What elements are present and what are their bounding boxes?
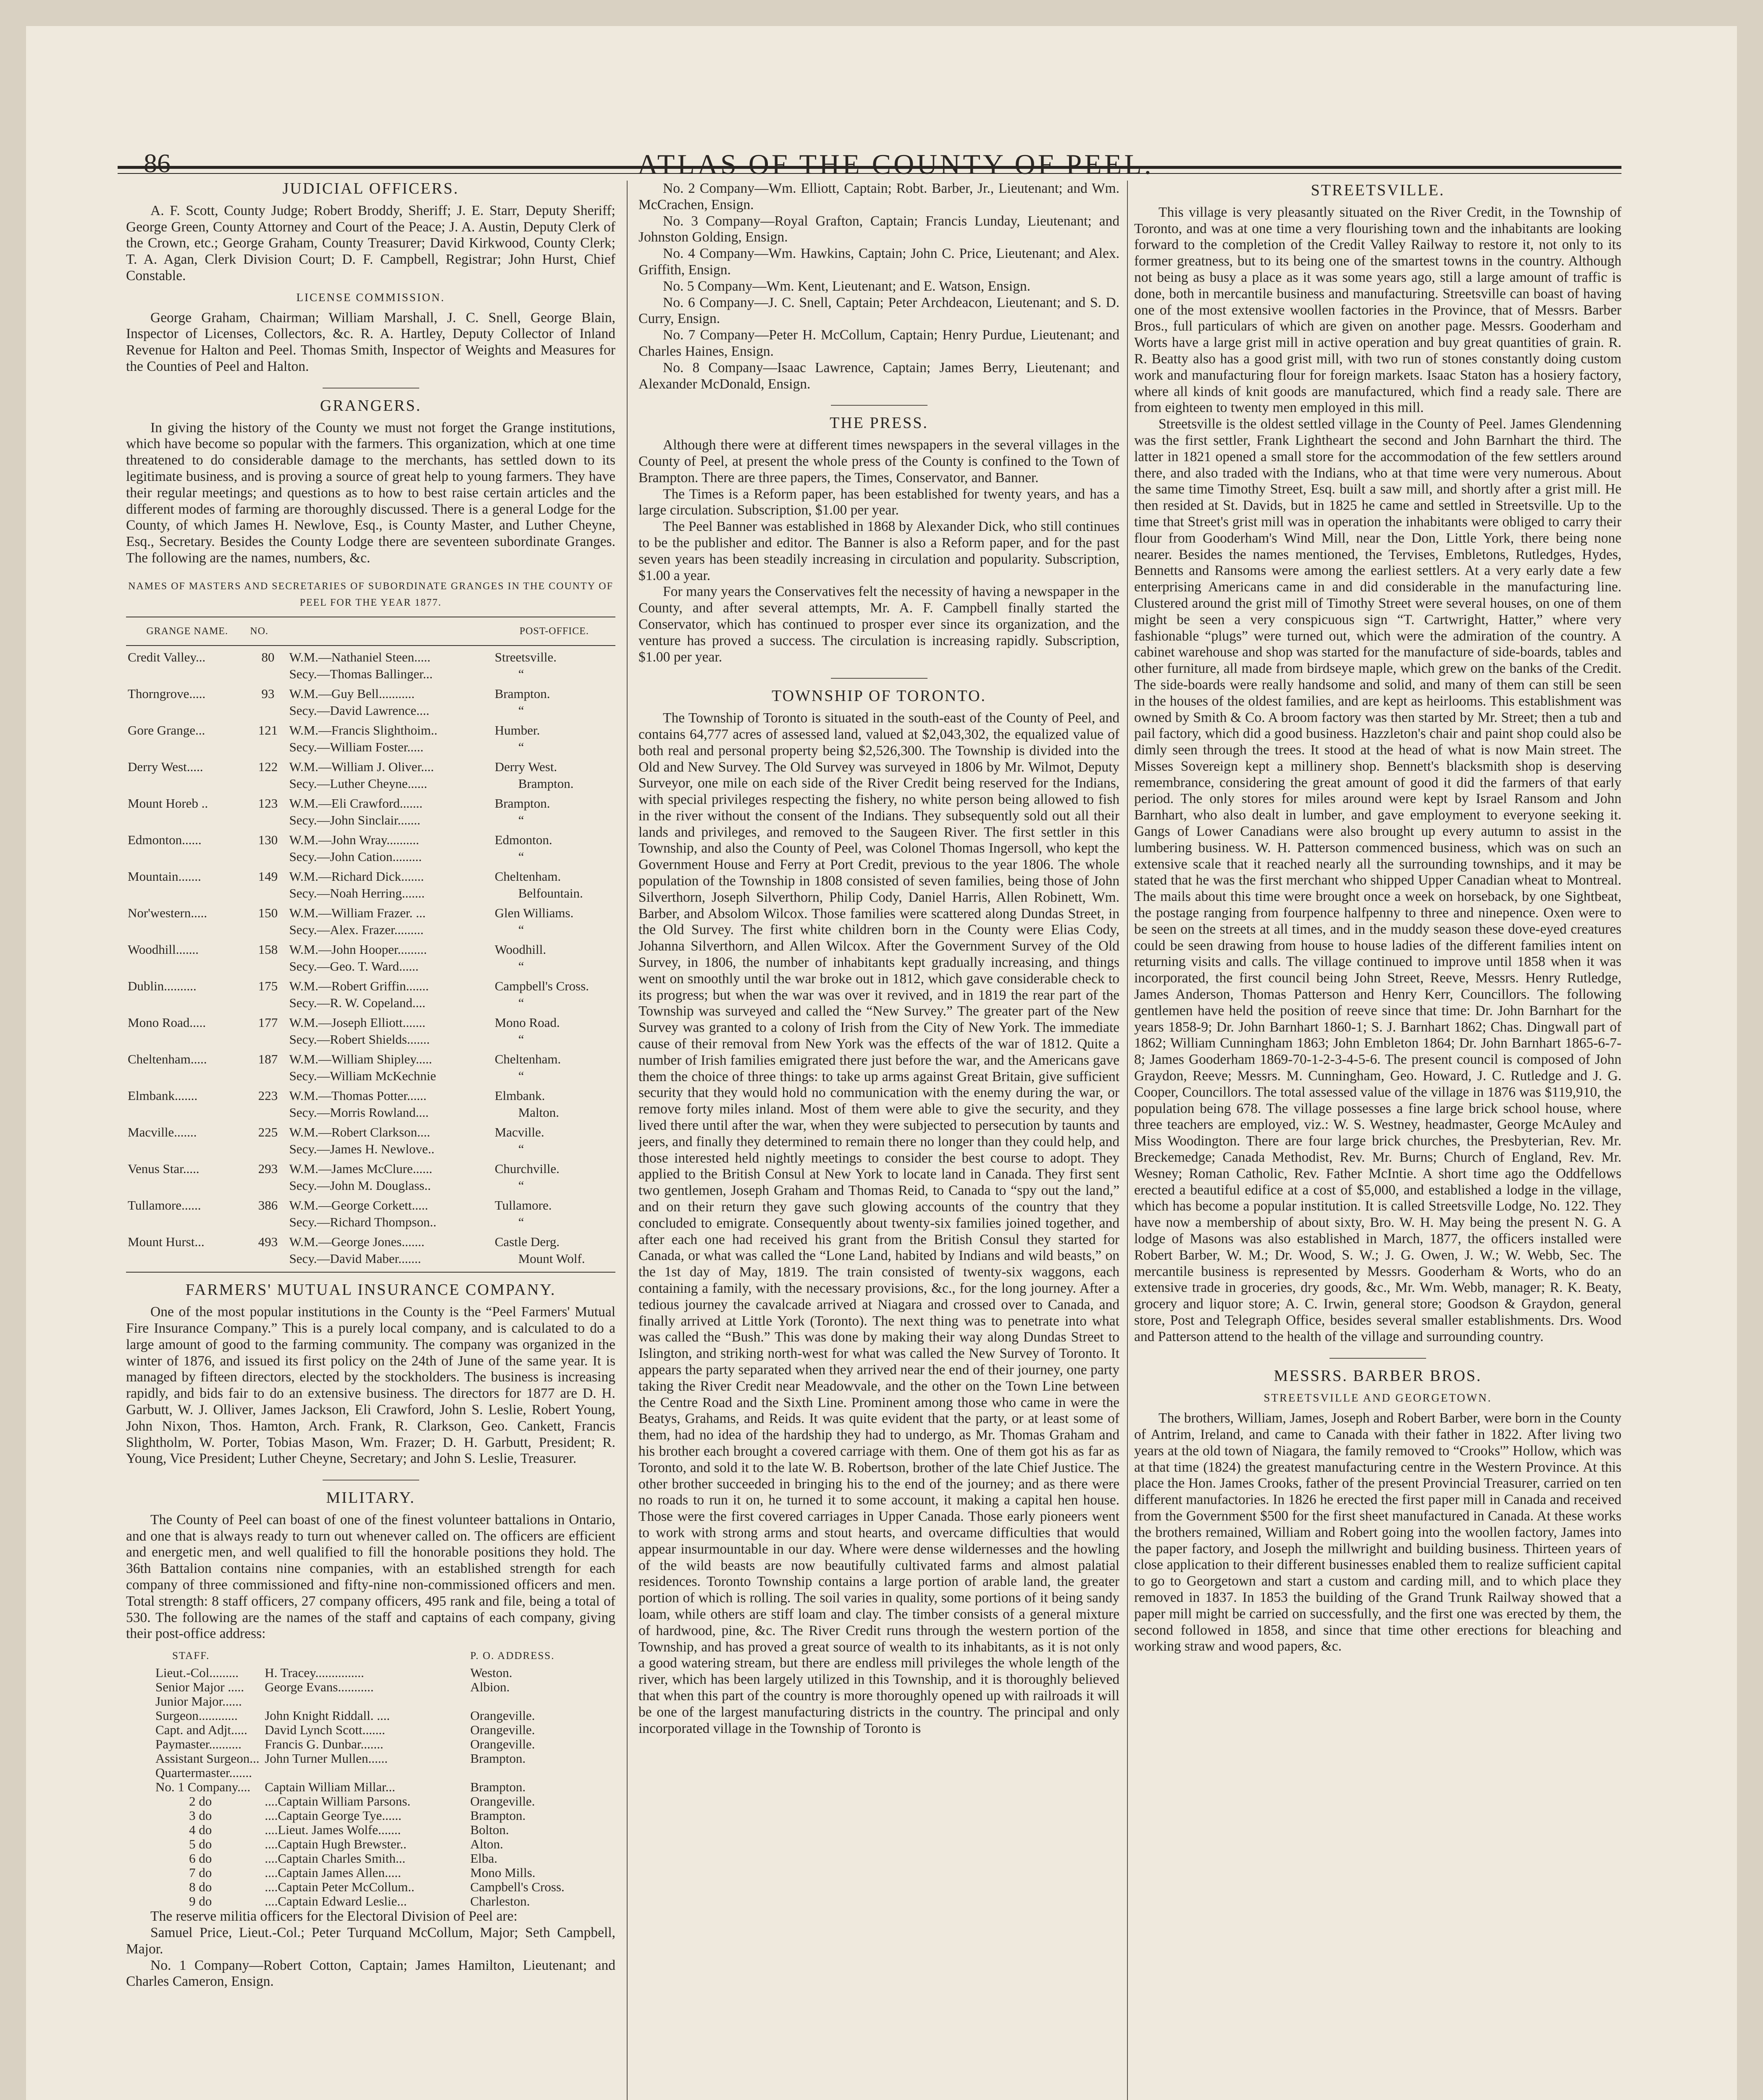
table-row	[126, 938, 615, 958]
granges-table-body	[126, 646, 615, 1272]
grange-name: Dublin..........	[128, 979, 197, 994]
grange-number: 121	[258, 723, 278, 738]
post-office: Brampton.	[470, 1808, 526, 1823]
subheading-license: LICENSE COMMISSION.	[296, 291, 445, 304]
section-rule	[1329, 1358, 1426, 1359]
staff-role: Quartermaster.......	[155, 1765, 252, 1780]
staff-role: 2 do	[189, 1794, 212, 1809]
grange-master: W.M.—James McClure......	[289, 1161, 433, 1176]
staff-name: John Turner Mullen......	[265, 1751, 388, 1766]
section-heading-grangers: GRANGERS.	[320, 396, 422, 415]
paragraph: The brothers, William, James, Joseph and Robert Barber, were born in the County of Antrim, Ireland, and came to Canada with their father in 1822. After living two years at the old town of Niagara, the family removed to “Crooks'” Hollow, which was at that time (1824) the greatest manufacturing centre in the Western Province. At this place the Hon. James Crooks, father of the present Provincial Treasurer, carried on ten different manufactories. In 1826 he erected the first paper mill in Canada and received from the Government $500 for the first sheet manufactured in Canada. At these works the brothers remained, William and Robert going into the woollen factory, James into the paper factory, and Joseph the millwright and building business. Thirteen years of close application to their different businesses enabled them to realize sufficient capital to go to Georgetown and start a custom and carding mill, and to which place they removed in 1837. In 1853 the building of the Grand Trunk Railway showed that a paper mill might be carried on successfully, and the first one was erected by them, the second followed in 1858, and since that time other erections for bleaching and working straw and wood papers, &c.	[1134, 1410, 1621, 1654]
staff-table	[126, 1645, 615, 1908]
table-row	[126, 885, 615, 902]
company-paragraph: No. 7 Company—Peter H. McCollum, Captain; Henry Purdue, Lieutenant; and Charles Haines, Ensign.	[638, 327, 1119, 359]
section-heading-military: MILITARY.	[326, 1489, 415, 1507]
paragraph: The reserve militia officers for the Electoral Division of Peel are:	[150, 1908, 518, 1924]
post-office: Orangeville.	[470, 1708, 535, 1723]
table-caption: NAMES OF MASTERS AND SECRETARIES OF SUBORDINATE GRANGES IN THE COUNTY OF PEEL FOR THE YEAR 1877.	[128, 580, 613, 608]
post-office: Orangeville.	[470, 1794, 535, 1809]
post-office: “	[518, 1068, 524, 1084]
staff-name: ....Captain Charles Smith...	[265, 1851, 406, 1866]
paragraph: The County of Peel can boast of one of the finest volunteer battalions in Ontario, and one that is always ready to turn out whenever called on. The officers are efficient and energetic men, and well qualified to fill the honorable positions they hold. The 36th Battalion contains nine companies, with an established strength for each company of three commissioned and fifty-nine non-commissioned officers and men. Total strength: 8 staff officers, 27 company officers, 495 rank and file, being a total of 530. The following are the names of the staff and captains of each company, giving their post-office address:	[126, 1512, 615, 1642]
grange-number: 493	[258, 1234, 278, 1250]
grange-number: 175	[258, 979, 278, 994]
post-office: Mono Mills.	[470, 1865, 536, 1880]
grange-number: 293	[258, 1161, 278, 1176]
table-row	[126, 1694, 615, 1709]
post-office: Churchville.	[494, 1161, 560, 1176]
post-office: Macville.	[494, 1125, 544, 1140]
staff-role: 3 do	[189, 1808, 212, 1823]
paragraph: The Township of Toronto is situated in the south-east of the County of Peel, and contains 64,777 acres of assessed land, valued at $2,043,302, the equalized value of both real and personal property being $2,526,300. The Township is divided into the Old and New Survey. The Old Survey was surveyed in 1806 by Mr. Wilmot, Deputy Surveyor, one mile on each side of the River Credit being reserved for the Indians, with special privileges respecting the fishery, no white person being allowed to fish in the river without the consent of the Indians. They subsequently sold out all their lands and privileges, and removed to the Saugeen River. The first settler in this Township, and also the County of Peel, was Colonel Thomas Ingersoll, who kept the Government House and Ferry at Port Credit, previous to the year 1806. The whole population of the Township in 1808 consisted of seven families, being those of John Silverthorn, Joseph Silverthorn, Philip Cody, Daniel Harris, Allen Robinett, Wm. Barber, and Absolom Wilcox. Those families were scattered along Dundas Street, in the Old Survey. The first white children born in the County were Elias Cody, Johanna Silverthorn, and Allen Wilcox. After the Government Survey of the Old Survey, in 1806, the number of inhabitants kept gradually increasing, and things went on smoothly until the war broke out in 1812, which gave considerable check to its progress; but when the war was over it revived, and in 1819 the rear part of the Township was surveyed and called the “New Survey.” The greater part of the New Survey was granted to a colony of Irish from the City of New York. The immediate cause of their removal from New York was the effects of the war of 1812. Quite a number of Irish families emigrated there just before the war, and the Americans gave them the choice of three things: to take up arms against Great Britain, give sufficient security that they would hold no communication with the enemy during the war, or remove forty miles inland. Most of them were able to give the security, and they lived there until after the war, when they were subjected to persecution by taunts and jeers, and finally they determined to remain there no longer than they could help, and those interested held nightly meetings to consider the best course to adopt. They applied to the British Consul at New York to locate land in Canada. They first sent two gentlemen, Joseph Graham and Thomas Reid, to Canada to “spy out the land,” and on their return they gave such glowing accounts of the country that they concluded to emigrate. Consequently about twenty-six families joined together, and after each one had received his grant from the British Consul they started for Canada, or what was called the “Lone Land, habited by Indians and wild beasts,” on the 1st day of May, 1819. The train consisted of twenty-six waggons, each containing a family, with the necessary provisions, &c., for the long journey. After a tedious journey the cavalcade arrived at Niagara and crossed over to Canada, and finally arrived at Little York (Toronto). The next thing was to penetrate into what was called the “Bush.” This was done by making their way along Dundas Street to Islington, and striking north-west for what was called the New Survey of Toronto. It appears the party separated when they arrived near the end of their journey, one party taking the River Credit near Meadowvale, and the other on the Town Line between the Centre Road and the Sixth Line. Prominent among those who came in were the Beatys, Grahams, and Reids. It was quite evident that the party, or at least some of them, had no idea of the hardship they had to undergo, as Mr. Thomas Graham and his brother each brought a covered carriage with them. One of them got his as far as Toronto, and sold it to the late W. B. Robertson, brother of the late Chief Justice. The other brother succeeded in bringing his to the end of the journey; and as there were no roads to run it on, he turned it to some account, it making a capital hen house. Those were the first covered carriages in Upper Canada. Those early pioneers went to work with strong arms and stout hearts, and overcame difficulties that would appear insurmountable in our day. Where were dense wildernesses and the howling of the wild beasts are now beautifully cultivated farms and almost palatial residences. Toronto Township contains a large portion of arable land, the greater portion of which is rolling. The soil varies in quality, some portions of it being sandy loam, while others are stiff loam and clay. The timber consists of a general mixture of hardwood, pine, &c. The River Credit runs through the western portion of the Township, and has proved a great source of wealth to its inhabitants, as it is not only a good watering stream, but there are endless mill privileges the whole length of the river, which has been largely utilized in this Township, and it is thoroughly believed that when this part of the country is more thoroughly opened up with railroads it will be one of the largest manufacturing districts in the country. The principal and only incorporated village in the Township of Toronto is	[638, 710, 1119, 1736]
column-left	[126, 181, 615, 1990]
post-office: “	[518, 813, 524, 828]
post-office: “	[518, 922, 524, 937]
grange-master: W.M.—William Shipley.....	[289, 1052, 432, 1067]
post-office: Brampton.	[518, 776, 574, 791]
column-header: STAFF.	[172, 1650, 210, 1662]
table-row	[126, 1866, 615, 1880]
staff-table-body	[126, 1666, 615, 1908]
page-title: ATLAS OF THE COUNTY OF PEEL.	[637, 148, 1154, 180]
post-office: Castle Derg.	[494, 1234, 560, 1250]
section-heading-streetsville: STREETSVILLE.	[1311, 181, 1445, 199]
grange-master: W.M.—Robert Griffin.......	[289, 979, 429, 994]
staff-name: ....Captain Peter McCollum..	[265, 1880, 415, 1895]
grange-number: 150	[258, 906, 278, 921]
table-row	[126, 1880, 615, 1894]
column-header: P. O. ADDRESS.	[470, 1650, 555, 1662]
table-row	[126, 1031, 615, 1048]
post-office: Woodhill.	[494, 942, 547, 957]
staff-name: John Knight Riddall. ....	[265, 1708, 390, 1723]
grange-secretary: Secy.—John Sinclair.......	[289, 813, 420, 828]
column-middle	[638, 181, 1119, 1737]
staff-name: ....Captain William Parsons.	[265, 1794, 411, 1809]
table-row	[126, 921, 615, 938]
table-row	[126, 792, 615, 812]
section-heading-farmers: FARMERS' MUTUAL INSURANCE COMPANY.	[185, 1281, 556, 1299]
grange-name: Venus Star.....	[128, 1161, 200, 1176]
grange-master: W.M.—William Frazer. ...	[289, 906, 426, 921]
post-office: Charleston.	[470, 1894, 530, 1909]
table-row	[126, 646, 615, 666]
staff-name: H. Tracey...............	[265, 1665, 364, 1680]
staff-name: ....Captain James Allen.....	[265, 1865, 401, 1880]
section-rule	[831, 678, 927, 679]
company-paragraph: No. 6 Company—J. C. Snell, Captain; Peter Archdeacon, Lieutenant; and S. D. Curry, Ensign.	[638, 294, 1119, 327]
post-office: “	[518, 703, 524, 718]
grange-number: 123	[258, 796, 278, 811]
post-office: Derry West.	[494, 759, 557, 774]
staff-role: 4 do	[189, 1822, 212, 1838]
company-paragraph: No. 8 Company—Isaac Lawrence, Captain; James Berry, Lieutenant; and Alexander McDonald, Ensign.	[638, 360, 1119, 392]
grange-name: Mono Road.....	[128, 1015, 206, 1030]
grange-name: Macville.......	[128, 1125, 197, 1140]
grange-master: W.M.—Francis Slighthoim..	[289, 723, 438, 738]
grange-master: W.M.—Nathaniel Steen.....	[289, 650, 431, 665]
staff-role: Capt. and Adjt.....	[155, 1722, 247, 1738]
grange-name: Cheltenham.....	[128, 1052, 207, 1067]
post-office: “	[518, 995, 524, 1011]
post-office: Glen Williams.	[494, 906, 574, 921]
post-office: Brampton.	[494, 686, 550, 701]
post-office: Tullamore.	[494, 1198, 552, 1213]
table-row	[126, 1680, 615, 1694]
grange-master: W.M.—Richard Dick.......	[289, 869, 424, 884]
paragraph: One of the most popular institutions in the County is the “Peel Farmers' Mutual Fire Insurance Company.” This is a purely local company, and is calculated to do a large amount of good to the farming community. The company was organized in the winter of 1876, and issued its first policy on the 24th of June of the same year. It is managed by fifteen directors, elected by the stockholders. The business is increasing rapidly, and bids fair to do an extensive business. The directors for 1877 are D. H. Garbutt, W. J. Olliver, James Jackson, Eli Crawford, John S. Leslie, Robert Young, John Nixon, Thos. Hamton, Arch. Frank, R. Clarkson, Geo. Cankett, Francis Slightholm, W. Porter, Tobias Mason, Wm. Frazer; D. H. Garbutt, President; R. Young, Vice President; Luther Cheyne, Secretary; and John S. Leslie, Treasurer.	[126, 1304, 615, 1467]
column-header: GRANGE NAME.	[126, 617, 248, 646]
grange-master: W.M.—John Hooper.........	[289, 942, 427, 957]
column-right	[1134, 181, 1621, 1655]
table-row	[126, 1068, 615, 1084]
grange-number: 386	[258, 1198, 278, 1213]
grange-name: Edmonton......	[128, 832, 202, 848]
post-office: “	[518, 1178, 524, 1193]
grange-number: 158	[258, 942, 278, 957]
column-header: POST-OFFICE.	[493, 617, 615, 646]
post-office: Albion.	[470, 1680, 510, 1695]
table-row	[126, 756, 615, 775]
table-row	[126, 829, 615, 848]
grange-secretary: Secy.—Alex. Frazer.........	[289, 922, 424, 937]
post-office: Belfountain.	[518, 886, 583, 901]
paragraph: A. F. Scott, County Judge; Robert Broddy, Sheriff; J. E. Starr, Deputy Sheriff; George Green, County Attorney and Court of the Peace; J. A. Austin, Deputy Clerk of the Crown, etc.; George Graham, County Treasurer; David Kirkwood, County Clerk; T. A. Agan, Clerk Division Court; D. F. Campbell, Registrar; John Hurst, Chief Constable.	[126, 202, 615, 284]
post-office: “	[518, 667, 524, 682]
grange-master: W.M.—Joseph Elliott.......	[289, 1015, 426, 1030]
grange-secretary: Secy.—William McKechnie	[289, 1068, 436, 1084]
grange-name: Mountain.......	[128, 869, 201, 884]
table-row	[126, 739, 615, 756]
section-heading-press: THE PRESS.	[830, 414, 928, 432]
table-row	[126, 1141, 615, 1158]
post-office: Orangeville.	[470, 1737, 535, 1752]
company-list	[638, 181, 1119, 392]
grange-secretary: Secy.—Thomas Ballinger...	[289, 667, 433, 682]
paragraph: Samuel Price, Lieut.-Col.; Peter Turquand McCollum, Major; Seth Campbell, Major.	[126, 1925, 615, 1957]
column-header: NO.	[248, 617, 287, 646]
header-rule	[118, 166, 1621, 169]
table-row	[126, 1823, 615, 1837]
company-paragraph: No. 4 Company—Wm. Hawkins, Captain; John C. Price, Lieutenant; and Alex. Griffith, Ensign.	[638, 246, 1119, 278]
paragraph: No. 1 Company—Robert Cotton, Captain; James Hamilton, Lieutenant; and Charles Cameron, Ensign.	[126, 1957, 615, 1990]
paragraph: George Graham, Chairman; William Marshall, J. C. Snell, George Blain, Inspector of Licenses, Collectors, &c. R. A. Hartley, Deputy Collector of Inland Revenue for Halton and Peel. Thomas Smith, Inspector of Weights and Measures for the Counties of Peel and Halton.	[126, 310, 615, 374]
paragraph: The Times is a Reform paper, has been established for twenty years, and has a large circulation. Subscription, $1.00 per year.	[638, 486, 1119, 518]
table-row	[126, 1666, 615, 1680]
grange-name: Woodhill.......	[128, 942, 199, 957]
grange-master: W.M.—Thomas Potter......	[289, 1088, 427, 1103]
section-heading-toronto: TOWNSHIP OF TORONTO.	[772, 687, 986, 705]
grange-master: W.M.—George Corkett.....	[289, 1198, 428, 1213]
staff-name: ....Captain George Tye......	[265, 1808, 402, 1823]
table-row	[126, 1766, 615, 1780]
staff-role: Surgeon............	[155, 1708, 238, 1723]
grange-name: Mount Horeb ..	[128, 796, 208, 811]
paragraph: The Peel Banner was established in 1868 by Alexander Dick, who still continues to be the publisher and editor. The Banner is also a Reform paper, and for the past seven years has been steadily increasing in circulation and popularity. Subscription, $1.00 a year.	[638, 519, 1119, 583]
table-row	[126, 702, 615, 719]
post-office: Campbell's Cross.	[470, 1880, 565, 1895]
grange-number: 122	[258, 759, 278, 774]
table-row	[126, 1723, 615, 1737]
table-row	[126, 1794, 615, 1809]
grange-number: 149	[258, 869, 278, 884]
staff-name: Francis G. Dunbar.......	[265, 1737, 384, 1752]
staff-role: 5 do	[189, 1837, 212, 1852]
table-row	[126, 975, 615, 995]
table-row	[126, 848, 615, 865]
staff-role: 9 do	[189, 1894, 212, 1909]
grange-master: W.M.—Robert Clarkson....	[289, 1125, 430, 1140]
post-office: “	[518, 1215, 524, 1230]
post-office: Bolton.	[470, 1822, 509, 1838]
post-office: Cheltenham.	[494, 1052, 561, 1067]
table-row	[126, 1158, 615, 1177]
post-office	[468, 1766, 615, 1780]
post-office: Humber.	[494, 723, 540, 738]
post-office: “	[518, 959, 524, 974]
post-office: Weston.	[470, 1665, 512, 1680]
table-row	[126, 995, 615, 1011]
paragraph: Streetsville is the oldest settled village in the County of Peel. James Glendenning was the first settler, Frank Lightheart the second and John Barnhart the third. The latter in 1821 opened a small store for the accommodation of the few settlers around there, and also traded with the Indians, who at that time were very numerous. About the same time Timothy Street, Esq. built a saw mill, and shortly after a grist mill. He then resided at St. Davids, but in 1825 he came and settled in Streetsville. Up to the time that Street's grist mill was in operation the inhabitants were obliged to carry their flour from Gooderham's Wind Mill, near the Don, Little York, there being none nearer. Besides the names mentioned, the Tervises, Embletons, Rutledges, Hydes, Bennetts and Ransoms were among the earliest settlers. At a very early date a few enterprising Americans came in and did considerable in the manufacturing line. Clustered around the grist mill of Timothy Street were several houses, on one of them might be seen a very conspicuous sign “T. Cartwright, Hatter,” where very fashionable “plugs” were turned out, which were the admiration of the country. A cabinet warehouse and shop was started for the manufacture of side-boards, tables and other furniture, all made from birdseye maple, which grew on the banks of the Credit. The side-boards were really handsome and solid, and many of them can still be seen in the houses of the oldest families, and are kept as heirlooms. This establishment was owned by Smith & Co. A broom factory was then started by Mr. Street; then a tub and pail factory, which did a good business. Hazzleton's chair and paint shop could also be dimly seen through the trees. It stood at the head of what is now Main street. The Misses Sovereign kept a millinery shop. Bennett's blacksmith shop is deserving remembrance, considering the great amount of good it did the farmers of that early period. The only stores for miles around were kept by Israel Ransom and John Barnhart, who also dealt in lumber, and gave employment to everyone seeking it. Gangs of Lower Canadians were also brought up every autumn to assist in the lumbering business. W. H. Patterson commenced business, which was on such an extensive scale that it reached nearly all the surrounding townships, and it may be stated that he was the first merchant who shipped Upper Canadian wheat to Montreal. The mails about this time were brought once a week on horseback, by one Sightbeat, the postage ranging from fourpence halfpenny to three and ninepence. Oxen were to be seen on the streets at all times, and in the muddy season these dove-eyed creatures could be seen drawing from house to house ladies of the different families intent on returning visits and calls. The village continued to improve until 1858 when it was incorporated, the first council being John Street, Reeve, Messrs. Henry Rutledge, James Anderson, Thomas Patterson and Henry Kerr, Councillors. The following gentlemen have held the position of reeve since that time: Dr. John Barnhart for the years 1858-9; Dr. John Barnhart 1860-1; S. J. Barnhart 1862; Chas. Dingwall part of 1862; William Cunningham 1863; John Embleton 1864; Dr. John Barnhart 1865-6-7-8; James Gooderham 1869-70-1-2-3-4-5-6. The present council is composed of John Graydon, Reeve; Messrs. M. Cunningham, Geo. Howard, J. C. Rutledge and J. G. Cooper, Councillors. The total assessed value of the village in 1876 was $119,910, the population being 678. The village possesses a fine large brick school house, where three teachers are employed, viz.: W. S. Westney, headmaster, George McAuley and Miss Woodington. There are four large brick churches, the Presbyterian, Rev. Mr. Breckemedge; Canada Methodist, Rev. Mr. Burns; Church of England, Rev. Mr. Wesney; Roman Catholic, Rev. Father McIntie. A short time ago the Oddfellows erected a beautiful edifice at a cost of $5,000, and established a lodge in the village, which has become a popular institution. It is called Streetsville Lodge, No. 122. They have now a membership of about sixty, Bro. W. H. May being the present N. G. A lodge of Masons was also established in March, 1877, the officers installed were Robert Barber, W. M.; Dr. Wood, S. W.; J. G. Owen, J. W.; W. Webb, Sec. The mercantile business is represented by Messrs. Gooderham & Worts, who do an extensive trade in groceries, dry goods, &c., Mr. Wm. Webb, manager; R. K. Beaty, grocery and liquor store; A. C. Irwin, general store; Goodson & Graydon, general store, Post and Telegraph Office, besides several smaller establishments. Drs. Wood and Patterson attend to the health of the village and surrounding country.	[1134, 416, 1621, 1344]
post-office: Elba.	[470, 1851, 498, 1866]
grange-master: W.M.—John Wray..........	[289, 832, 419, 848]
staff-name: George Evans...........	[265, 1680, 374, 1695]
post-office: Cheltenham.	[494, 869, 561, 884]
staff-name: David Lynch Scott.......	[265, 1722, 385, 1738]
post-office: Brampton.	[494, 796, 550, 811]
grange-name: Gore Grange...	[128, 723, 205, 738]
grange-secretary: Secy.—R. W. Copeland....	[289, 995, 426, 1011]
table-row	[126, 719, 615, 739]
grange-number: 130	[258, 832, 278, 848]
staff-name	[263, 1766, 468, 1780]
grange-name: Mount Hurst...	[128, 1234, 205, 1250]
table-row	[126, 958, 615, 975]
grange-master: W.M.—Eli Crawford.......	[289, 796, 423, 811]
staff-name: Captain William Millar...	[265, 1780, 395, 1795]
grange-secretary: Secy.—James H. Newlove..	[289, 1142, 435, 1157]
post-office: “	[518, 740, 524, 755]
grange-secretary: Secy.—Morris Rowland....	[289, 1105, 429, 1120]
grange-name: Credit Valley...	[128, 650, 206, 665]
column-header	[287, 617, 493, 646]
grange-secretary: Secy.—David Maber.......	[287, 1250, 493, 1272]
paragraph: In giving the history of the County we must not forget the Grange institutions, which have become so popular with the farmers. This organization, which at one time threatened to do considerable damage to the merchants, has settled down to its legitimate business, and is proving a source of great help to young farmers. They have their regular meetings; and questions as to how to best raise certain articles and the different modes of farming are thoroughly discussed. There is a general Lodge for the County, of which James H. Newlove, Esq., is County Master, and Luther Cheyne, Esq., Secretary. Besides the County Lodge there are seventeen subordinate Granges. The following are the names, numbers, &c.	[126, 420, 615, 566]
table-row	[126, 1780, 615, 1794]
section-rule	[831, 405, 927, 406]
staff-role: Junior Major......	[155, 1694, 242, 1709]
granges-table	[126, 617, 615, 1273]
grange-number: 225	[258, 1125, 278, 1140]
staff-role: No. 1 Company....	[155, 1780, 251, 1795]
table-row	[126, 682, 615, 702]
grange-secretary: Secy.—Luther Cheyne......	[289, 776, 428, 791]
table-row	[126, 666, 615, 682]
post-office: “	[518, 849, 524, 864]
table-row	[126, 1894, 615, 1908]
column-divider	[1127, 181, 1128, 2100]
staff-role: 7 do	[189, 1865, 212, 1880]
table-row	[126, 775, 615, 792]
staff-role: 6 do	[189, 1851, 212, 1866]
table-row	[126, 1751, 615, 1766]
staff-role: 8 do	[189, 1880, 212, 1895]
staff-role: Senior Major .....	[155, 1680, 244, 1695]
staff-name: ....Captain Hugh Brewster..	[265, 1837, 407, 1852]
paragraph: Although there were at different times newspapers in the several villages in the County of Peel, at present the whole press of the County is confined to the Town of Brampton. There are three papers, the Times, Conservator, and Banner.	[638, 437, 1119, 486]
table-row	[126, 1737, 615, 1751]
table-row	[126, 1194, 615, 1214]
post-office: “	[518, 1142, 524, 1157]
post-office: Edmonton.	[494, 832, 552, 848]
table-row	[126, 1709, 615, 1723]
grange-secretary: Secy.—David Lawrence....	[289, 703, 430, 718]
post-office: Campbell's Cross.	[494, 979, 589, 994]
table-row	[126, 1250, 615, 1272]
page-number: 86	[144, 148, 171, 178]
company-paragraph: No. 3 Company—Royal Grafton, Captain; Francis Lunday, Lieutenant; and Johnston Golding, Ensign.	[638, 213, 1119, 245]
table-row	[126, 1214, 615, 1231]
post-office: Mount Wolf.	[493, 1250, 615, 1272]
header-rule-thin	[118, 173, 1621, 174]
grange-master: W.M.—George Jones.......	[289, 1234, 425, 1250]
post-office: Orangeville.	[470, 1722, 535, 1738]
grange-name: Elmbank.......	[128, 1088, 198, 1103]
table-row	[126, 1809, 615, 1823]
staff-role: Lieut.-Col.........	[155, 1665, 239, 1680]
company-paragraph: No. 2 Company—Wm. Elliott, Captain; Robt. Barber, Jr., Lieutenant; and Wm. McCrachen, Ensign.	[638, 181, 1119, 213]
grange-name: Tullamore......	[128, 1198, 201, 1213]
grange-secretary: Secy.—John Cation.........	[289, 849, 422, 864]
grange-number: 223	[258, 1088, 278, 1103]
staff-role: Paymaster..........	[155, 1737, 242, 1752]
table-row	[126, 1851, 615, 1866]
table-row	[126, 812, 615, 829]
column-divider	[627, 181, 628, 2100]
table-row	[126, 1837, 615, 1851]
staff-role: Assistant Surgeon...	[155, 1751, 260, 1766]
section-heading-judicial: JUDICIAL OFFICERS.	[282, 180, 459, 197]
post-office: Brampton.	[470, 1751, 526, 1766]
grange-name: Nor'western.....	[128, 906, 207, 921]
grange-number: 80	[261, 650, 275, 665]
grange-secretary: Secy.—Robert Shields.......	[289, 1032, 430, 1047]
paragraph: For many years the Conservatives felt the necessity of having a newspaper in the County, and after several attempts, Mr. A. F. Campbell finally started the Conservator, which has continued to prosper ever since its organization, and the venture has proved a success. The circulation is increasing rapidly. Subscription, $1.00 per year.	[638, 584, 1119, 665]
post-office: Elmbank.	[494, 1088, 545, 1103]
grange-name: Thorngrove.....	[128, 686, 206, 701]
post-office: Mono Road.	[494, 1015, 560, 1030]
table-row	[126, 1084, 615, 1104]
grange-number: 177	[258, 1015, 278, 1030]
grange-number: 93	[261, 686, 275, 701]
company-paragraph: No. 5 Company—Wm. Kent, Lieutenant; and E. Watson, Ensign.	[663, 278, 1030, 294]
grange-secretary: Secy.—Geo. T. Ward......	[289, 959, 419, 974]
section-heading-barber: MESSRS. BARBER BROS.	[1274, 1367, 1482, 1385]
table-row	[126, 1121, 615, 1141]
table-row	[126, 1048, 615, 1068]
grange-number: 187	[258, 1052, 278, 1067]
grange-secretary: Secy.—John M. Douglass..	[289, 1178, 431, 1193]
post-office: Brampton.	[470, 1780, 526, 1795]
table-row	[126, 1011, 615, 1031]
staff-name: ....Captain Edward Leslie...	[265, 1894, 407, 1909]
grange-master: W.M.—Guy Bell...........	[289, 686, 415, 701]
staff-name: ....Lieut. James Wolfe.......	[265, 1822, 401, 1838]
table-row	[126, 902, 615, 921]
grange-name: Derry West.....	[128, 759, 203, 774]
table-row	[126, 1177, 615, 1194]
staff-name	[263, 1694, 468, 1709]
post-office: Malton.	[518, 1105, 560, 1120]
grange-secretary: Secy.—Noah Herring.......	[289, 886, 425, 901]
paragraph: This village is very pleasantly situated on the River Credit, in the Township of Toronto, and was at one time a very flourishing town and the inhabitants are looking forward to the completion of the Credit Valley Railway to restore it, not only to its former greatness, but to its being one of the smartest towns in the country. Although not being as busy a place as it was some years ago, still a large amount of traffic is done, both in mercantile business and manufacturing. Streetsville can boast of having one of the most extensive woollen factories in the Province, that of Messrs. Barber Bros., full particulars of which are given on another page. Messrs. Gooderham and Worts have a large grist mill in active operation and buy great quantities of grain. R. R. Beatty also has a good grist mill, with two run of stones constantly doing custom work and manufacturing flour for foreign markets. Isaac Staton has a hosiery factory, where all kinds of knit goods are manufactured, which find a ready sale. There are from eighteen to twenty men employed in this mill.	[1134, 204, 1621, 416]
subheading-barber: STREETSVILLE AND GEORGETOWN.	[1264, 1391, 1492, 1404]
post-office	[468, 1694, 615, 1709]
grange-secretary: Secy.—William Foster.....	[289, 740, 424, 755]
post-office: Streetsville.	[494, 650, 557, 665]
grange-master: W.M.—William J. Oliver....	[289, 759, 434, 774]
post-office: Alton.	[470, 1837, 503, 1852]
table-row	[126, 1104, 615, 1121]
table-row	[126, 1231, 615, 1250]
grange-secretary: Secy.—Richard Thompson..	[289, 1215, 436, 1230]
post-office: “	[518, 1032, 524, 1047]
table-row	[126, 865, 615, 885]
